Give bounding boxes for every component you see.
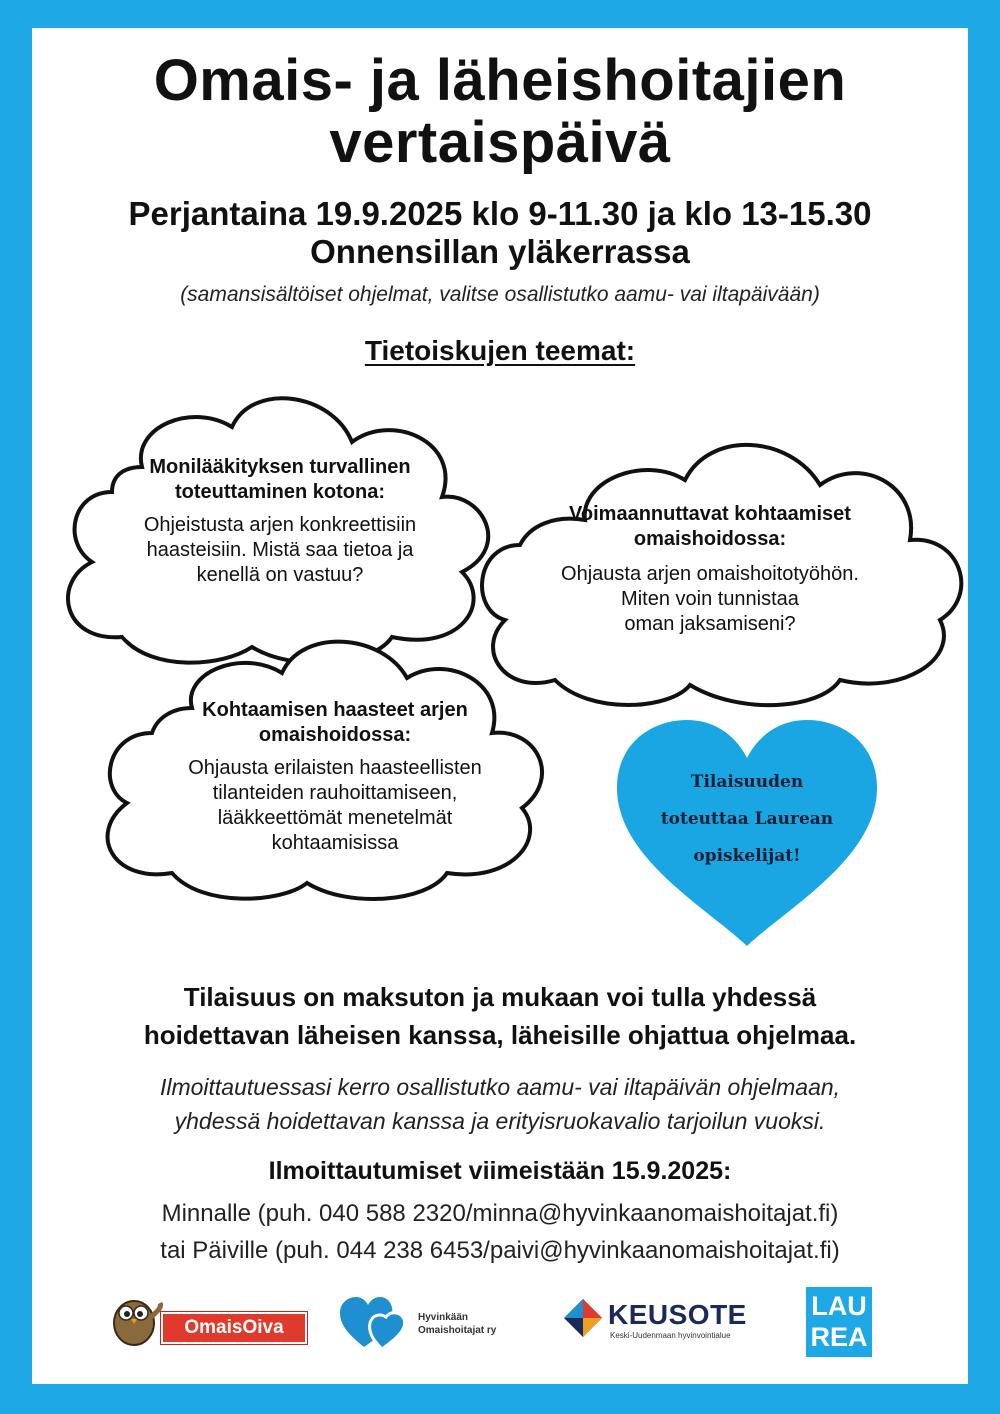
contact-minna: Minnalle (puh. 040 588 2320/minna@hyvinkaanomaishoitajat.fi): [161, 1200, 839, 1227]
title-line-2: vertaispäivä: [329, 110, 671, 175]
registration-info: [0, 1070, 1000, 1138]
cloud-3-body-3: lääkkeettömät menetelmät: [217, 807, 453, 829]
cloud-3-heading-1: Kohtaamisen haasteet arjen: [202, 699, 468, 721]
cloud-2-body-2: Miten voin tunnistaa: [621, 588, 799, 610]
place-line: Onnensillan yläkerrassa: [310, 233, 690, 270]
cloud-2-heading-2: omaishoidossa:: [633, 528, 787, 550]
laurea-line-2: REA: [810, 1322, 868, 1352]
cloud-2-body-3: oman jaksamiseni?: [624, 613, 796, 635]
themes-heading-text: Tietoiskujen teemat:: [364, 335, 636, 366]
heart-text: [622, 764, 872, 875]
cloud-3-body-1: Ohjausta erilaisten haasteellisten: [188, 757, 482, 779]
cloud-2-body-1: Ohjausta arjen omaishoitotyöhön.: [561, 563, 859, 585]
keusote-subtext: Keski-Uudenmaan hyvinvointialue: [610, 1331, 731, 1340]
cloud-1-body-1: Ohjeistusta arjen konkreettisiin: [143, 514, 417, 536]
omaisoiva-logo: [106, 1287, 306, 1347]
heart-line-1: Tilaisuuden: [690, 772, 804, 792]
keusote-text: KEUSOTE: [608, 1299, 747, 1330]
hearts-icon: [338, 1293, 410, 1351]
hyvinkaa-logo: [338, 1293, 528, 1351]
cloud-1-content: [90, 455, 470, 588]
cloud-3-body-4: kohtaamisissa: [271, 832, 399, 854]
keusote-diamond-icon: [562, 1297, 604, 1339]
contact-paivi: tai Päiville (puh. 044 238 6453/paivi@hyvinkaanomaishoitajat.fi): [160, 1237, 840, 1264]
cloud-2-heading-1: Voimaannuttavat kohtaamiset: [569, 503, 851, 525]
reg-line-1: Ilmoittautuessasi kerro osallistutko aamu- vai iltapäivän ohjelmaan,: [159, 1074, 841, 1100]
laurea-logo: [806, 1287, 872, 1357]
cloud-3-body-2: tilanteiden rauhoittamiseen,: [212, 782, 458, 804]
heart-line-2: toteuttaa Laurean: [660, 809, 834, 829]
registration-deadline: Ilmoittautumiset viimeistään 15.9.2025:: [268, 1157, 732, 1185]
free-event-info: [0, 978, 1000, 1054]
hyvinkaa-line-2: Omaishoitajat ry: [418, 1325, 497, 1336]
omaisoiva-text: OmaisOiva: [184, 1317, 284, 1338]
title-line-1: Omais- ja läheishoitajien: [153, 48, 847, 113]
cloud-1-body-2: haasteisiin. Mistä saa tietoa ja: [146, 539, 414, 561]
owl-icon: [106, 1287, 164, 1347]
cloud-3-content: [135, 698, 535, 856]
date-line: Perjantaina 19.9.2025 klo 9-11.30 ja klo 13-15.30: [128, 195, 872, 232]
poster-title: [0, 50, 1000, 174]
reg-line-2: yhdessä hoidettavan kanssa ja erityisruokavalio tarjoilun vuoksi.: [174, 1108, 826, 1134]
keusote-logo: [562, 1295, 762, 1345]
heart-line-3: opiskelijat!: [693, 846, 801, 866]
cloud-1-heading-2: toteuttaminen kotona:: [175, 481, 385, 503]
free-line-2: hoidettavan läheisen kanssa, läheisille ohjattua ohjelmaa.: [143, 1020, 857, 1050]
laurea-line-1: LAU: [811, 1291, 867, 1321]
free-line-1: Tilaisuus on maksuton ja mukaan voi tulla yhdessä: [183, 982, 817, 1012]
cloud-2-content: [505, 502, 915, 637]
cloud-3-heading-2: omaishoidossa:: [258, 724, 412, 746]
hyvinkaa-line-1: Hyvinkään: [418, 1312, 469, 1323]
themes-heading: [0, 335, 1000, 367]
contact-info: [0, 1195, 1000, 1269]
cloud-1-body-3: kenellä on vastuu?: [196, 564, 364, 586]
event-time-place: [0, 195, 1000, 271]
program-note: (samansisältöiset ohjelmat, valitse osallistutko aamu- vai iltapäivään): [180, 283, 820, 306]
omaisoiva-badge: [161, 1312, 307, 1344]
cloud-1-heading-1: Monilääkityksen turvallinen: [149, 456, 411, 478]
